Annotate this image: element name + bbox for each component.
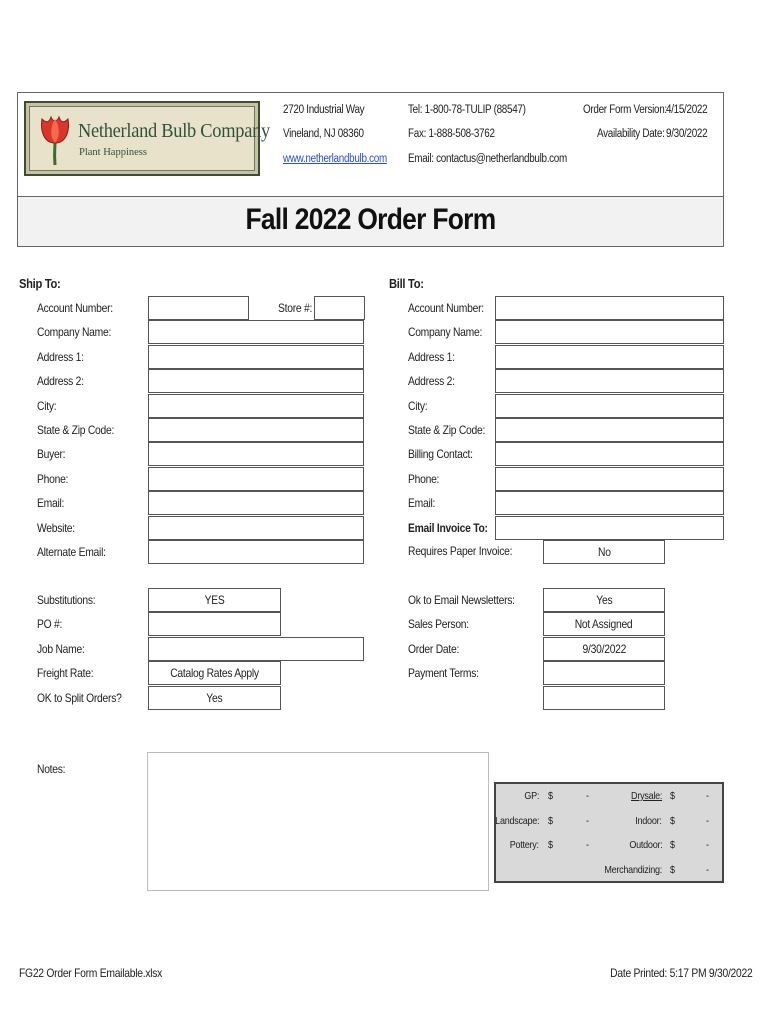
order-right-label: Ok to Email Newsletters: — [408, 593, 515, 607]
bill-to-label: Email Invoice To: — [408, 520, 488, 535]
ship-to-label: Phone: — [37, 471, 69, 486]
order-right-label: Order Date: — [408, 641, 460, 656]
bill-to-label: Address 2: — [408, 374, 455, 389]
bill-to-field[interactable] — [495, 467, 724, 491]
ship-to-label: Email: — [37, 496, 65, 511]
ship-to-field[interactable] — [148, 491, 364, 515]
company-fax: Fax: 1-888-508-3762 — [408, 128, 495, 140]
ship-to-label: Website: — [37, 520, 75, 535]
bill-to-heading: Bill To: — [389, 276, 424, 291]
ship-to-field[interactable] — [148, 296, 249, 320]
totals-right-currency: $ — [670, 814, 675, 827]
totals-right-label: Indoor: — [635, 814, 662, 827]
totals-left-value: - — [586, 814, 589, 827]
footer-date-printed: Date Printed: 5:17 PM 9/30/2022 — [609, 966, 752, 980]
totals-left-label: Pottery: — [509, 839, 539, 851]
bill-to-field[interactable] — [495, 345, 724, 369]
totals-right-value: - — [706, 814, 709, 827]
bill-to-label: Company Name: — [408, 325, 483, 340]
totals-right-label: Drysale: — [630, 790, 662, 802]
company-address-line2: Vineland, NJ 08360 — [283, 128, 364, 140]
ship-to-label: City: — [37, 398, 57, 413]
ship-to-field[interactable] — [148, 418, 364, 442]
order-right-label: Sales Person: — [408, 617, 469, 632]
ship-to-label: Address 1: — [37, 349, 84, 364]
order-right-field[interactable] — [543, 661, 665, 685]
totals-right-currency: $ — [670, 790, 675, 802]
bill-to-field[interactable] — [495, 442, 724, 466]
order-right-field[interactable]: Not Assigned — [543, 612, 665, 636]
order-left-label: Substitutions: — [37, 593, 96, 607]
order-right-field[interactable]: 9/30/2022 — [543, 637, 665, 661]
totals-right-label: Outdoor: — [628, 839, 662, 851]
notes-label: Notes: — [37, 762, 66, 776]
bill-to-label: Email: — [408, 496, 436, 511]
bill-to-field[interactable] — [495, 491, 724, 515]
notes-textarea[interactable] — [147, 752, 489, 891]
paper-invoice-label: Requires Paper Invoice: — [408, 544, 513, 558]
order-left-field[interactable] — [148, 637, 364, 661]
ship-to-label: Address 2: — [37, 374, 84, 389]
company-tel: Tel: 1-800-78-TULIP (88547) — [408, 104, 526, 116]
bill-to-label: City: — [408, 398, 428, 413]
bill-to-label: State & Zip Code: — [408, 423, 486, 437]
bill-to-label: Billing Contact: — [408, 447, 473, 462]
ship-to-field[interactable] — [148, 345, 364, 369]
order-left-label: OK to Split Orders? — [37, 690, 122, 705]
ship-to-field[interactable] — [148, 394, 364, 418]
ship-to-field[interactable] — [148, 320, 364, 344]
totals-left-currency: $ — [548, 839, 553, 851]
bill-to-label: Address 1: — [408, 349, 455, 364]
bill-to-field[interactable] — [495, 394, 724, 418]
ship-to-label: Buyer: — [37, 447, 66, 462]
order-right-label: Payment Terms: — [408, 666, 479, 681]
bill-to-label: Account Number: — [408, 301, 484, 315]
ship-to-field[interactable] — [148, 369, 364, 393]
company-address-line1: 2720 Industrial Way — [283, 104, 365, 116]
company-name: Netherland Bulb Company — [78, 120, 270, 142]
totals-left-currency: $ — [548, 790, 553, 802]
ship-to-label: Alternate Email: — [37, 545, 106, 559]
footer-file-name: FG22 Order Form Emailable.xlsx — [19, 966, 163, 980]
title-band — [17, 197, 724, 247]
totals-left-label: GP: — [524, 790, 539, 802]
form-version-value: 4/15/2022 — [666, 104, 708, 116]
bill-to-label: Phone: — [408, 471, 440, 486]
tulip-icon — [38, 113, 72, 167]
ship-to-label: State & Zip Code: — [37, 423, 115, 437]
totals-left-label: Landscape: — [494, 814, 539, 827]
ship-to-label: Account Number: — [37, 301, 113, 315]
totals-right-label: Merchandizing: — [604, 863, 662, 876]
totals-right-currency: $ — [670, 839, 675, 851]
totals-right-currency: $ — [670, 863, 675, 876]
company-tagline: Plant Happiness — [79, 147, 147, 158]
totals-right-value: - — [706, 790, 709, 802]
paper-invoice-select[interactable]: No — [543, 540, 665, 564]
order-left-label: PO #: — [37, 617, 63, 632]
bill-to-field[interactable] — [495, 320, 724, 344]
availability-date-value: 9/30/2022 — [666, 128, 708, 140]
order-right-field[interactable] — [543, 686, 665, 710]
form-version-label: Order Form Version: — [583, 104, 667, 116]
ship-to-label: Company Name: — [37, 325, 112, 340]
order-left-field[interactable]: Yes — [148, 686, 281, 710]
order-right-field[interactable]: Yes — [543, 588, 665, 612]
totals-left-value: - — [586, 839, 589, 851]
ship-to-field[interactable] — [148, 442, 364, 466]
totals-left-currency: $ — [548, 814, 553, 827]
totals-right-value: - — [706, 839, 709, 851]
order-left-field[interactable]: Catalog Rates Apply — [148, 661, 281, 685]
order-left-label: Freight Rate: — [37, 666, 94, 681]
totals-right-value: - — [706, 863, 709, 876]
bill-to-field[interactable] — [495, 296, 724, 320]
ship-to-field[interactable] — [148, 540, 364, 564]
ship-to-field[interactable] — [148, 516, 364, 540]
totals-panel — [494, 782, 724, 883]
availability-date-label: Availability Date: — [597, 128, 665, 140]
order-left-field[interactable] — [148, 612, 281, 636]
store-number-field[interactable] — [314, 296, 365, 320]
bill-to-field[interactable] — [495, 369, 724, 393]
order-left-label: Job Name: — [37, 641, 85, 656]
bill-to-field[interactable] — [495, 418, 724, 442]
company-website-link[interactable]: www.netherlandbulb.com — [283, 153, 387, 165]
bill-to-field[interactable] — [495, 516, 724, 540]
ship-to-field[interactable] — [148, 467, 364, 491]
company-logo — [24, 101, 270, 176]
ship-to-heading: Ship To: — [19, 276, 61, 291]
totals-left-value: - — [586, 790, 589, 802]
store-number-label: Store #: — [278, 301, 313, 315]
order-left-field[interactable]: YES — [148, 588, 281, 612]
page-title: Fall 2022 Order Form — [245, 203, 496, 236]
company-email: Email: contactus@netherlandbulb.com — [408, 153, 567, 165]
